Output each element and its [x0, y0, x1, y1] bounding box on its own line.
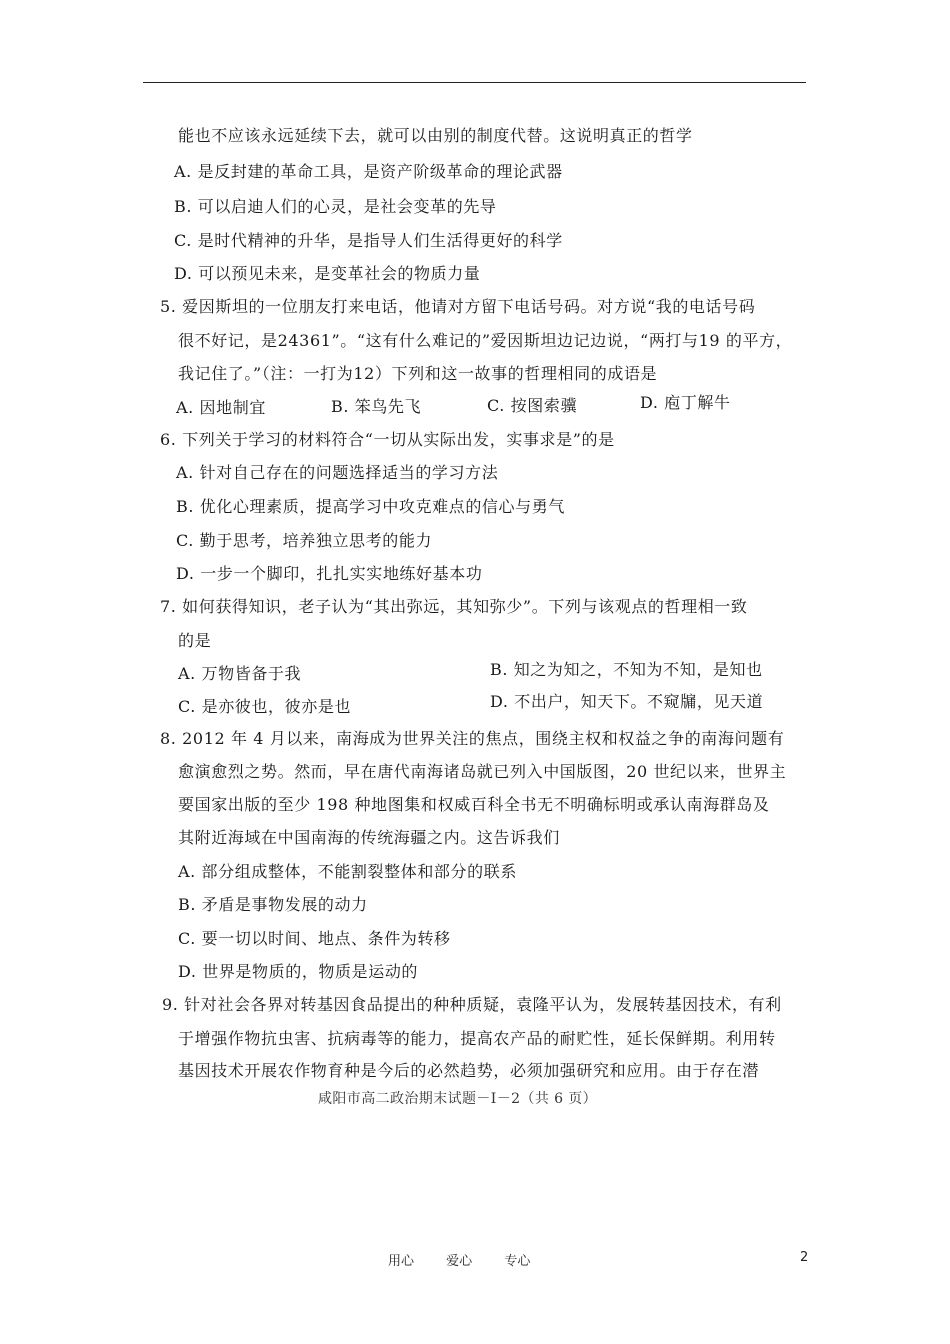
- text-line: 能也不应该永远延续下去，就可以由别的制度代替。这说明真正的哲学: [178, 126, 693, 145]
- option-line: B. 可以启迪人们的心灵，是社会变革的先导: [174, 197, 497, 216]
- question-7: 7. 如何获得知识，老子认为“其出弥远，其知弥少”。下列与该观点的哲理相一致: [160, 597, 748, 616]
- option-line: A. 针对自己存在的问题选择适当的学习方法: [176, 463, 499, 482]
- q7-option-d: D. 不出户，知天下。不窥牖，见天道: [490, 692, 764, 711]
- option-line: C. 勤于思考，培养独立思考的能力: [176, 531, 433, 550]
- q7-option-a: A. 万物皆备于我: [178, 664, 302, 683]
- motto-word: 爱心: [446, 1254, 473, 1269]
- option-line: D. 一步一个脚印，扎扎实实地练好基本功: [176, 564, 483, 583]
- page-number: 2: [800, 1250, 809, 1265]
- text-line: 很不好记，是24361”。“这有什么难记的”爱因斯坦边记边说，“两打与19 的平方，: [178, 331, 793, 350]
- question-5: 5. 爱因斯坦的一位朋友打来电话，他请对方留下电话号码。对方说“我的电话号码: [160, 297, 756, 316]
- text-line: 愈演愈烈之势。然而，早在唐代南海诸岛就已列入中国版图，20 世纪以来，世界主: [178, 762, 787, 781]
- text-line: 的是: [178, 631, 212, 650]
- option-line: D. 可以预见未来，是变革社会的物质力量: [174, 264, 481, 283]
- option-line: C. 要一切以时间、地点、条件为转移: [178, 929, 451, 948]
- q5-option-b: B. 笨鸟先飞: [331, 397, 422, 416]
- option-line: C. 是时代精神的升华，是指导人们生活得更好的科学: [174, 231, 563, 250]
- option-line: B. 优化心理素质，提高学习中攻克难点的信心与勇气: [176, 497, 565, 516]
- q5-option-d: D. 庖丁解牛: [640, 393, 731, 412]
- text-line: 于增强作物抗虫害、抗病毒等的能力，提高农产品的耐贮性，延长保鲜期。利用转: [178, 1029, 776, 1048]
- option-line: B. 矛盾是事物发展的动力: [178, 895, 368, 914]
- question-9: 9. 针对社会各界对转基因食品提出的种种质疑，袁隆平认为，发展转基因技术，有利: [162, 995, 782, 1014]
- q5-option-a: A. 因地制宜: [176, 398, 266, 417]
- motto-word: 用心: [388, 1254, 415, 1269]
- question-8: 8. 2012 年 4 月以来，南海成为世界关注的焦点，围绕主权和权益之争的南海问题有: [160, 729, 785, 748]
- q7-option-c: C. 是亦彼也，彼亦是也: [178, 697, 352, 716]
- text-line: 要国家出版的至少 198 种地图集和权威百科全书无不明确标明或承认南海群岛及: [178, 795, 770, 814]
- question-6: 6. 下列关于学习的材料符合“一切从实际出发，实事求是”的是: [160, 430, 615, 449]
- exam-footer: 咸阳市高二政治期末试题－Ⅰ－2（共 6 页）: [318, 1091, 598, 1107]
- q5-option-c: C. 按图索骥: [487, 396, 578, 415]
- header-rule: [143, 82, 806, 83]
- page-motto: [388, 1250, 558, 1269]
- q7-option-b: B. 知之为知之，不知为不知，是知也: [490, 660, 763, 679]
- text-line: 基因技术开展农作物育种是今后的必然趋势，必须加强研究和应用。由于存在潜: [178, 1061, 760, 1080]
- motto-word: 专心: [504, 1254, 531, 1269]
- text-line: 其附近海域在中国南海的传统海疆之内。这告诉我们: [178, 828, 560, 847]
- option-line: A. 部分组成整体，不能割裂整体和部分的联系: [178, 862, 517, 881]
- text-line: 我记住了。”（注：一打为12）下列和这一故事的哲理相同的成语是: [178, 364, 658, 383]
- option-line: D. 世界是物质的，物质是运动的: [178, 962, 419, 981]
- option-line: A. 是反封建的革命工具，是资产阶级革命的理论武器: [174, 162, 563, 181]
